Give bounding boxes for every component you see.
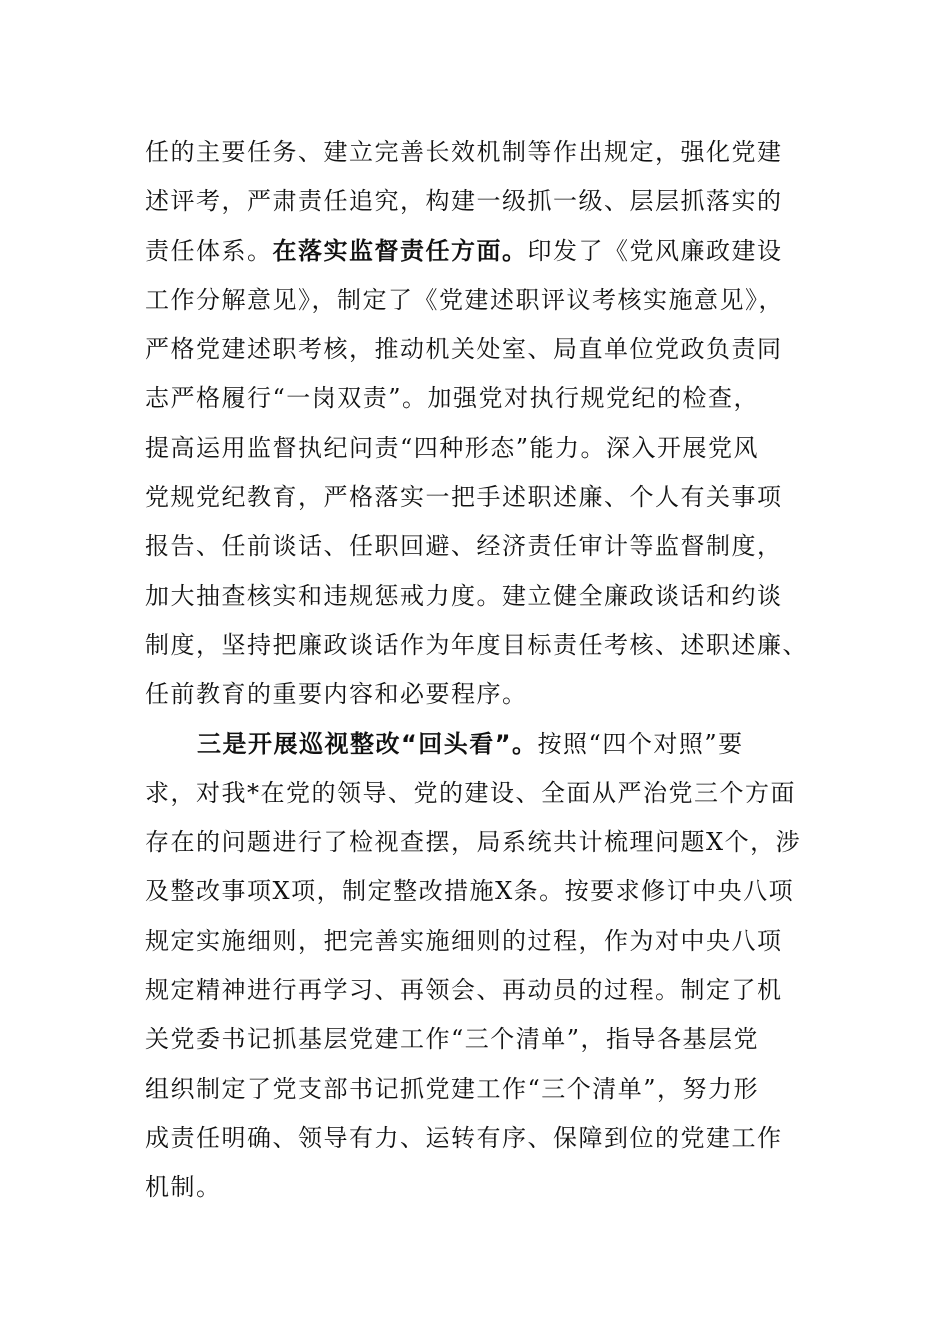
text-line: 党规党纪教育，严格落实一把手述职述廉、个人有关事项 [145,483,783,512]
text-line: 组织制定了党支部书记抓党建工作“三个清单”，努力形 [145,1074,760,1103]
text-line: 述评考，严肃责任追究，构建一级抓一级、层层抓落实的 [145,187,783,216]
text-span: 责任体系。 [145,236,273,265]
text-line: 任的主要任务、建立完善长效机制等作出规定，强化党建 [145,138,783,166]
text-line: 规定精神进行再学习、再领会、再动员的过程。制定了机 [145,976,783,1005]
text-line: 工作分解意见》，制定了《党建述职评议考核实施意见》， [145,285,784,314]
text-line: 求，对我*在党的领导、党的建设、全面从严治党三个方面 [145,778,796,807]
text-span: 按照“四个对照”要 [537,729,744,758]
text-line: 机制。 [145,1173,222,1202]
text-line [145,720,845,769]
text-line: 严格党建述职考核，推动机关处室、局直单位党政负责同 [145,335,783,364]
bold-heading-inspection: 三是开展巡视整改“回头看”。 [197,729,538,758]
text-line: 提高运用监督执纪问责“四种形态”能力。深入开展党风 [145,433,760,462]
text-line: 报告、任前谈话、任职回避、经济责任审计等监督制度， [145,532,783,561]
document-body [145,128,845,1213]
text-line: 关党委书记抓基层党建工作“三个清单”，指导各基层党 [145,1025,760,1054]
paragraph-supervision-responsibility [145,128,845,720]
text-line: 任前教育的重要内容和必要程序。 [145,680,528,709]
text-span: 印发了《党风廉政建设 [527,236,783,265]
paragraph-inspection-rectification [145,720,845,1213]
text-line: 制度，坚持把廉政谈话作为年度目标责任考核、述职述廉、 [145,630,808,659]
text-line: 志严格履行“一岗双责”。加强党对执行规党纪的检查， [145,384,760,413]
text-line: 规定实施细则，把完善实施细则的过程，作为对中央八项 [145,926,783,955]
text-line: 加大抽查核实和违规惩戒力度。建立健全廉政谈话和约谈 [145,581,783,610]
bold-heading-supervision: 在落实监督责任方面。 [272,236,528,265]
text-line: 存在的问题进行了检视查摆，局系统共计梳理问题X个，涉 [145,828,802,857]
text-line: 及整改事项X项，制定整改措施X条。按要求修订中央八项 [145,877,795,906]
text-line: 成责任明确、领导有力、运转有序、保障到位的党建工作 [145,1123,783,1152]
text-line [145,227,845,276]
